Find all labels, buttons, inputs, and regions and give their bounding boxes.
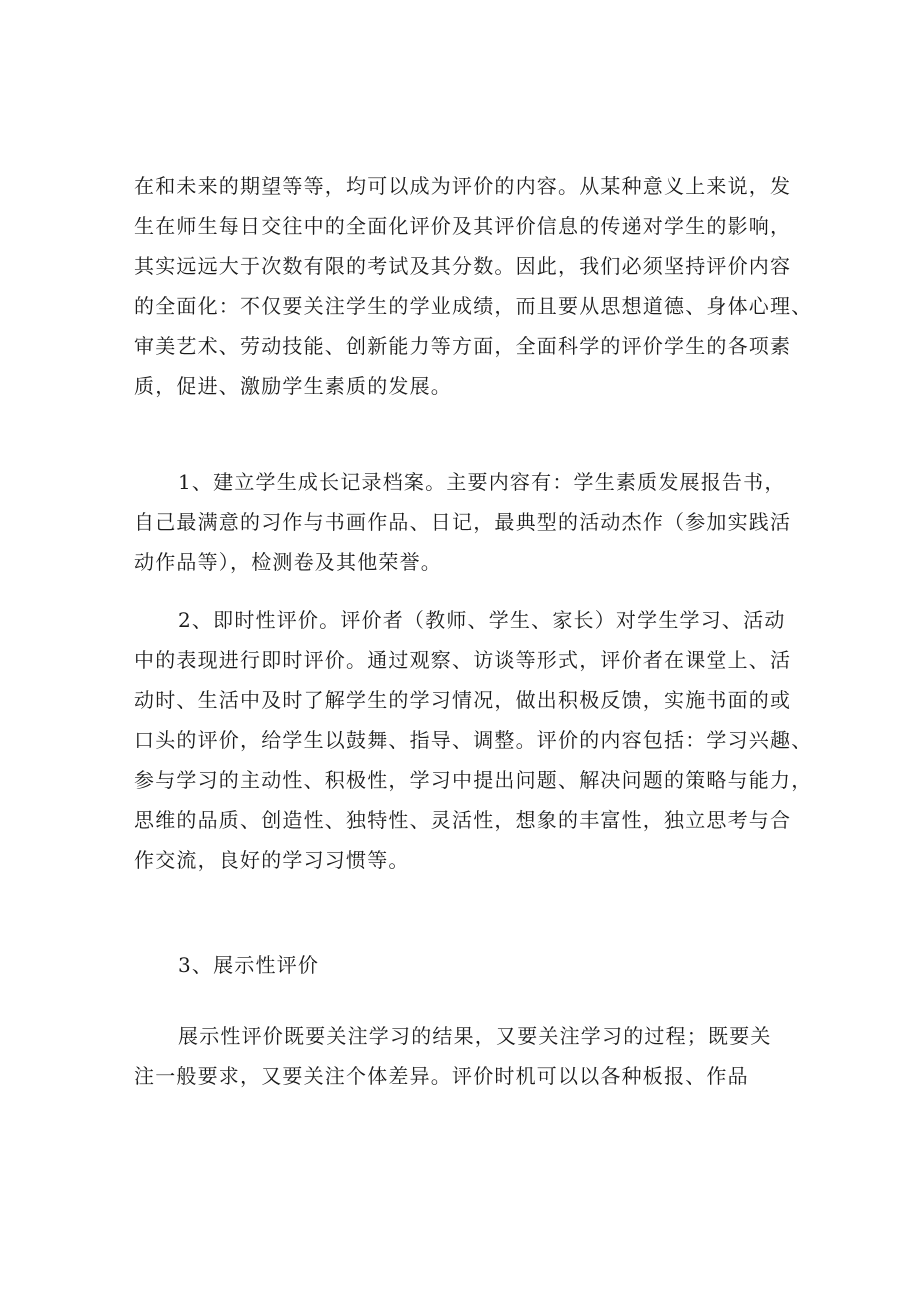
- text-line: 生在师生每日交往中的全面化评价及其评价信息的传递对学生的影响，: [134, 214, 792, 238]
- paragraph-item-3: [134, 1016, 796, 1096]
- text-line: 口头的评价，给学生以鼓舞、指导、调整。评价的内容包括：学习兴趣、: [134, 728, 813, 752]
- text-line: 思维的品质、创造性、独特性、灵活性，想象的丰富性，独立思考与合: [134, 808, 792, 832]
- text-line: 2、即时性评价。评价者（教师、学生、家长）对学生学习、活动: [178, 608, 786, 632]
- text-line: 质，促进、激励学生素质的发展。: [134, 374, 452, 398]
- text-line: 的全面化：不仅要关注学生的学业成绩，而且要从思想道德、身体心理、: [134, 294, 813, 318]
- text-line: 1、建立学生成长记录档案。主要内容有：学生素质发展报告书，: [178, 470, 786, 494]
- text-line: 自己最满意的习作与书画作品、日记，最典型的活动杰作（参加实践活: [134, 510, 792, 534]
- section-heading: 3、展示性评价: [178, 953, 320, 977]
- paragraph-continuation: [134, 166, 813, 406]
- text-line: 中的表现进行即时评价。通过观察、访谈等形式，评价者在课堂上、活: [134, 648, 792, 672]
- text-line: 注一般要求，又要关注个体差异。评价时机可以以各种板报、作品: [134, 1064, 749, 1088]
- heading-item-3: [134, 945, 796, 985]
- text-line: 参与学习的主动性、积极性，学习中提出问题、解决问题的策略与能力，: [134, 768, 813, 792]
- paragraph-item-1: [134, 462, 796, 582]
- text-line: 动作品等），检测卷及其他荣誉。: [134, 550, 442, 574]
- text-line: 作交流，良好的学习习惯等。: [134, 848, 410, 872]
- text-line: 其实远远大于次数有限的考试及其分数。因此，我们必须坚持评价内容: [134, 254, 792, 278]
- text-line: 动时、生活中及时了解学生的学习情况，做出积极反馈，实施书面的或: [134, 688, 792, 712]
- text-line: 在和未来的期望等等，均可以成为评价的内容。从某种意义上来说，发: [134, 174, 792, 198]
- paragraph-item-2: [134, 600, 813, 880]
- text-line: 审美艺术、劳动技能、创新能力等方面，全面科学的评价学生的各项素: [134, 334, 792, 358]
- text-line: 展示性评价既要关注学习的结果，又要关注学习的过程；既要关: [178, 1024, 772, 1048]
